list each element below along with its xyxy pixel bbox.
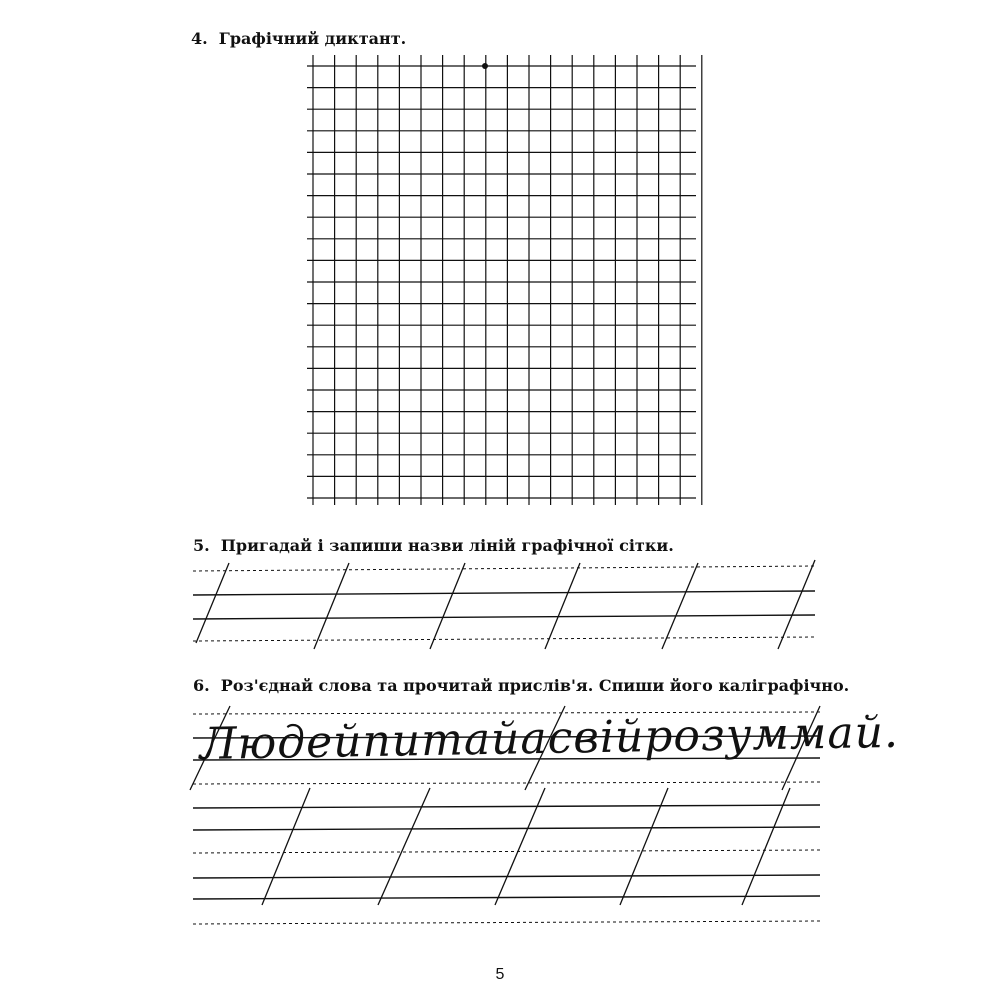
dashed-line	[193, 921, 820, 924]
page-number: 5	[495, 966, 505, 983]
task-6-number: 6.	[193, 676, 210, 695]
dashed-line	[193, 782, 820, 784]
solid-line	[193, 805, 820, 808]
task-5-text: Пригадай і запиши назви ліній графічної сітки.	[220, 536, 674, 555]
task-5-number: 5.	[193, 536, 210, 555]
dashed-line	[193, 850, 820, 853]
task-4-number: 4.	[191, 29, 208, 48]
slant-line	[262, 788, 310, 905]
slant-line	[495, 788, 545, 905]
solid-line	[193, 827, 820, 830]
solid-line	[193, 896, 820, 899]
handwritten-proverb: Людейпитайасвійрозуммай.	[199, 706, 900, 770]
slant-line	[378, 788, 430, 905]
task-6-text: Роз'єднай слова та прочитай прислів'я. Спиши його каліграфічно.	[220, 676, 850, 695]
task-4-text: Графічний диктант.	[218, 29, 407, 48]
